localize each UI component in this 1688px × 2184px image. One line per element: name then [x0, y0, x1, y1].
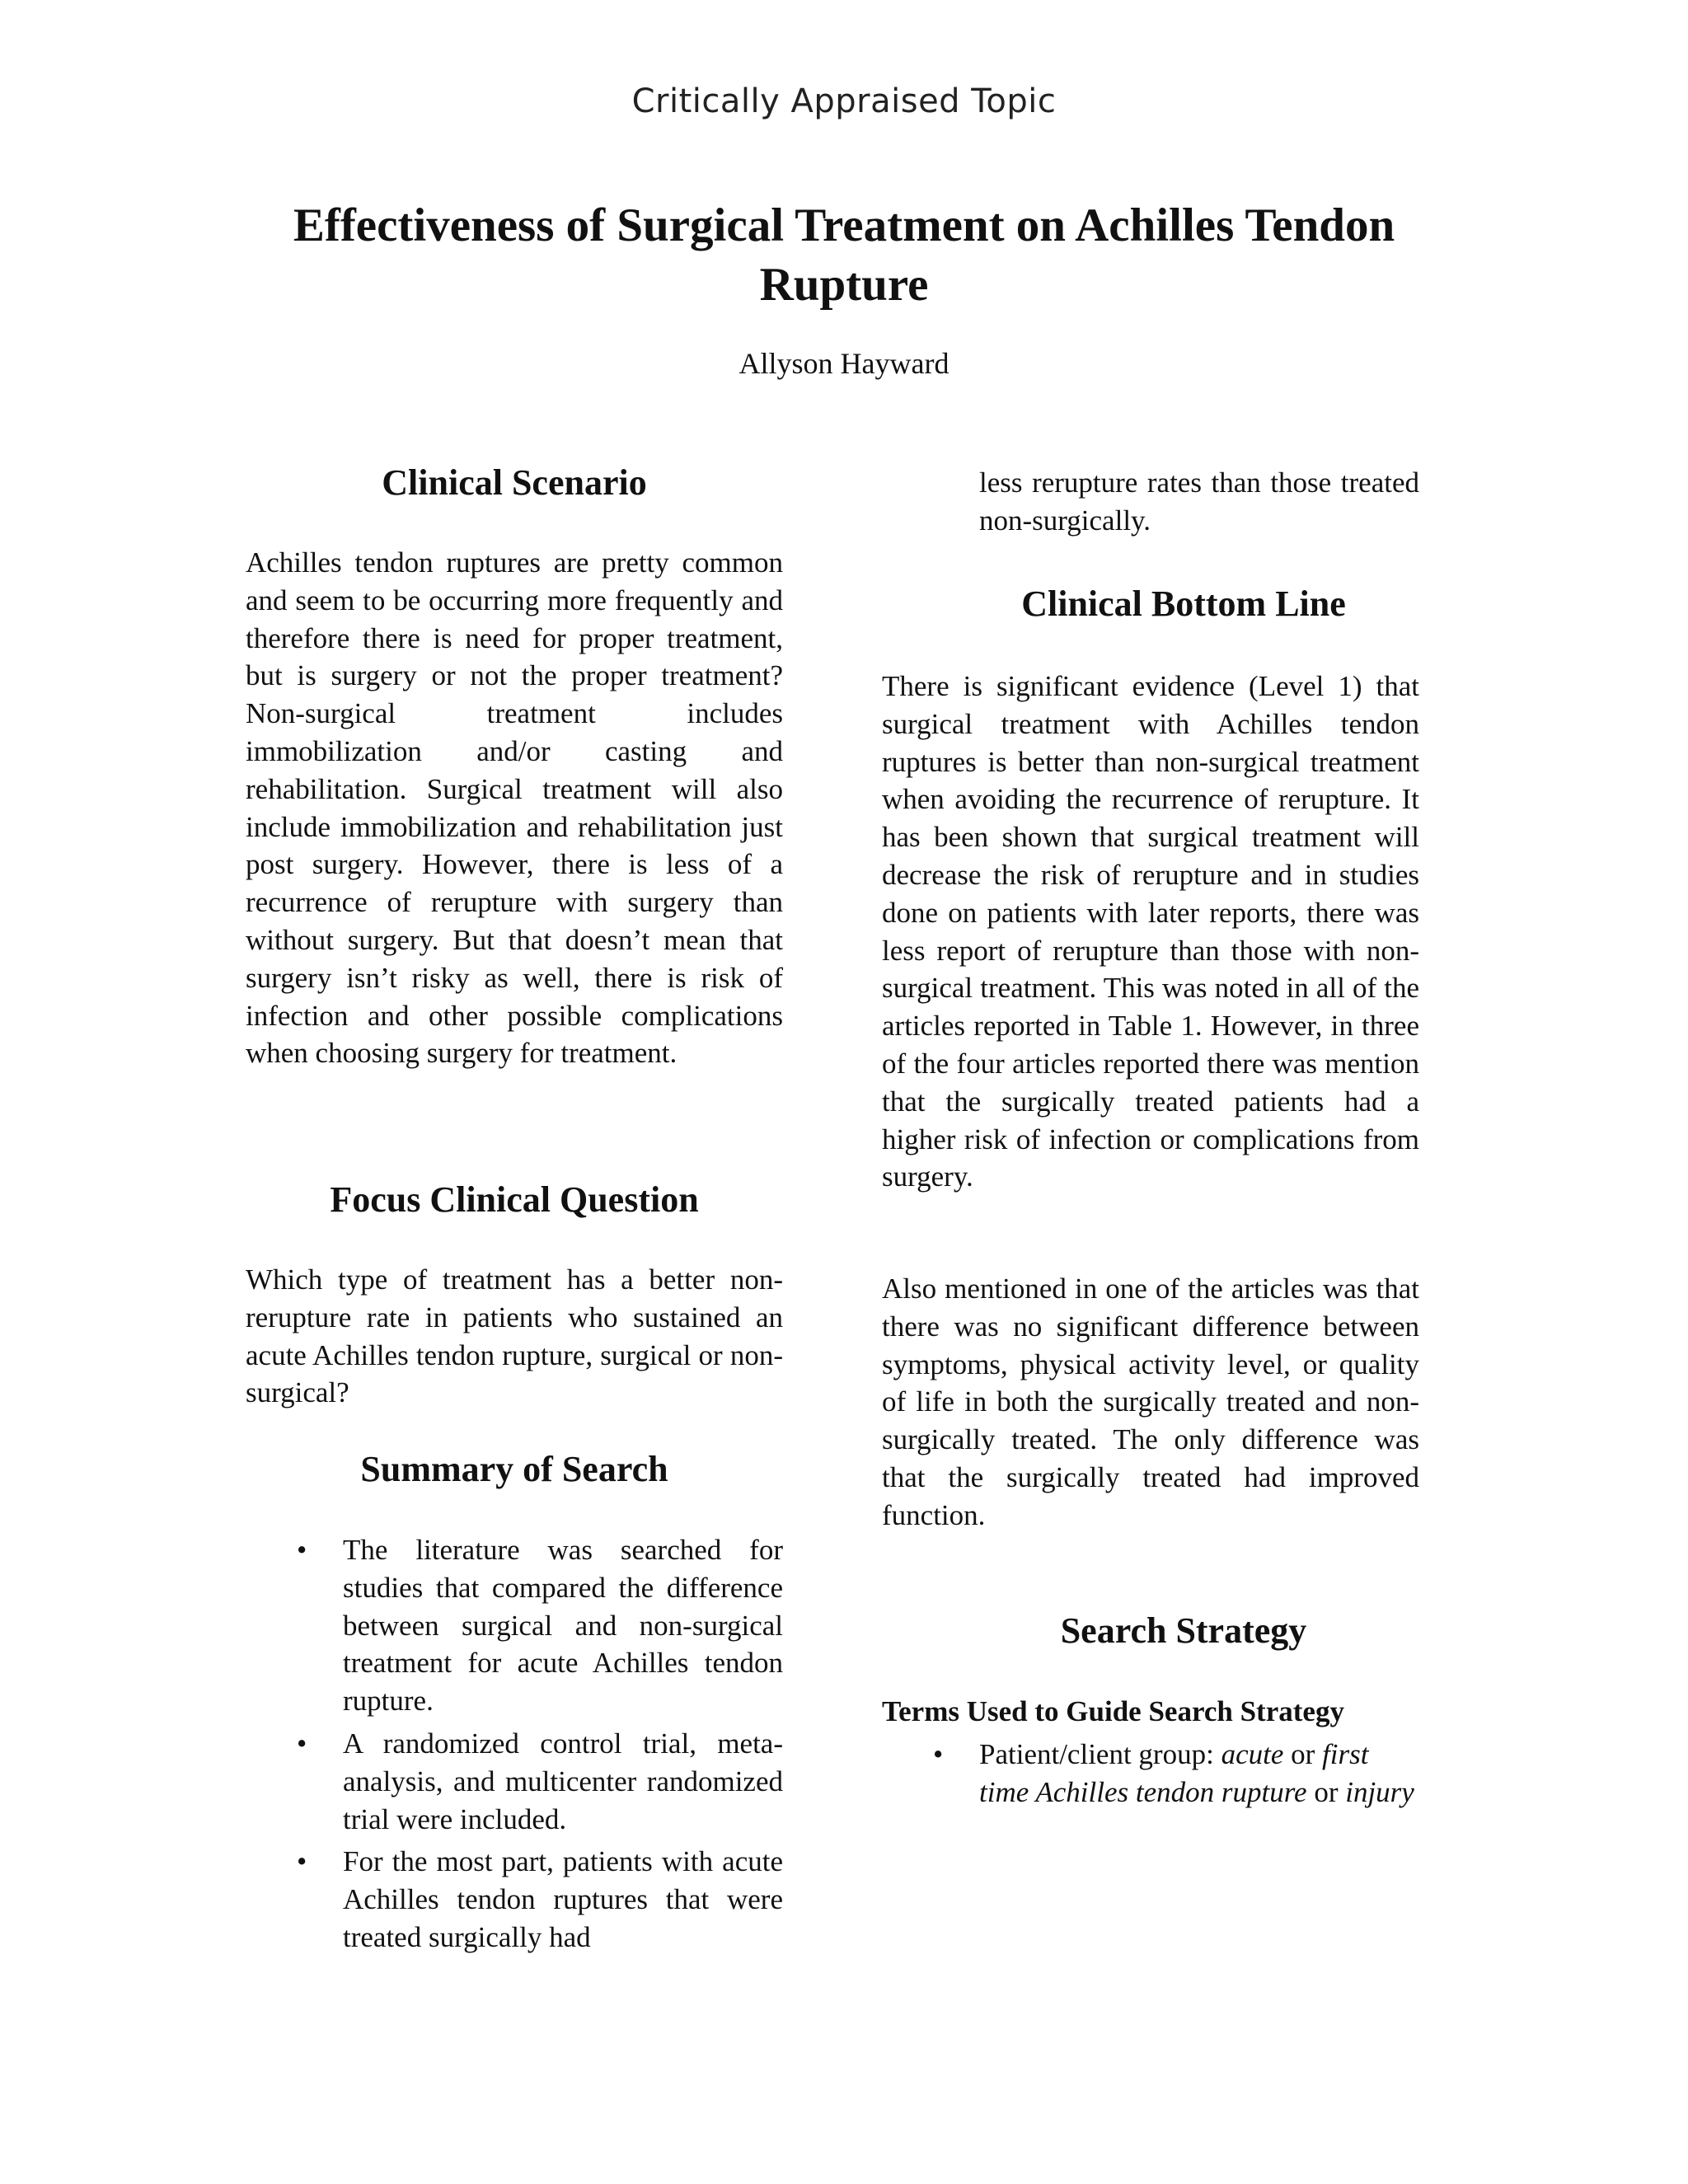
list-item-text: For the most part, patients with acute Achilles tendon ruptures that were treated surgically had	[343, 1845, 783, 1953]
search-terms-list	[882, 1736, 1419, 1816]
author-name: Allyson Hayward	[738, 347, 950, 380]
focus-question-text: Which type of treatment has a better non-rerupture rate in patients who sustained an acute Achilles tendon rupture, surgical or non-surgical?	[246, 1263, 783, 1409]
list-item	[246, 1843, 783, 1956]
clinical-scenario-heading: Clinical Scenario	[382, 462, 647, 503]
clinical-bottom-line-text-2: Also mentioned in one of the articles was that there was no significant difference between symptoms, physical activity level, or quality of life in both the surgically treated and non-surgically treated. The only difference was that the surgically treated had improved function.	[882, 1272, 1419, 1531]
list-item	[246, 1531, 783, 1720]
term-connector: or	[1306, 1775, 1346, 1808]
search-terms-heading: Terms Used to Guide Search Strategy	[882, 1695, 1344, 1727]
summary-list	[246, 1531, 783, 1961]
term-injury: injury	[1345, 1775, 1414, 1808]
term-connector: or	[1283, 1738, 1323, 1770]
list-item-text: The literature was searched for studies that compared the difference between surgical and non-surgical treatment for acute Achilles tendon rupture.	[343, 1534, 783, 1718]
bullet-icon: •	[297, 1727, 307, 1760]
continuation-text: less rerupture rates than those treated non-surgically.	[979, 466, 1419, 537]
bullet-icon: •	[933, 1738, 944, 1770]
clinical-bottom-line-heading: Clinical Bottom Line	[1021, 583, 1346, 624]
search-strategy-heading: Search Strategy	[1060, 1610, 1307, 1651]
summary-of-search-heading: Summary of Search	[360, 1449, 668, 1489]
bullet-icon: •	[297, 1534, 307, 1566]
term-first-time-rupture: first time Achilles tendon rupture	[979, 1738, 1369, 1808]
paper-title: Effectiveness of Surgical Treatment on Achilles Tendon Rupture	[293, 199, 1395, 311]
term-acute: acute	[1221, 1738, 1284, 1770]
term-label: Patient/client group:	[979, 1738, 1221, 1770]
running-head: Critically Appraised Topic	[631, 82, 1057, 120]
bullet-icon: •	[297, 1845, 307, 1878]
clinical-scenario-text: Achilles tendon ruptures are pretty common and seem to be occurring more frequently and therefore there is need for proper treatment, but is surgery or not the proper treatment? Non-surgical treatment includes immobilization and/or casting and rehabilitation. Surgical treatment will also include immobilization and rehabilitation just post surgery. However, there is less of a recurrence of rerupture with surgery than without surgery. But that doesn’t mean that surgery isn’t risky as well, there is risk of infection and other possible complications when choosing surgery for treatment.	[246, 546, 783, 1070]
focus-question-heading: Focus Clinical Question	[330, 1179, 699, 1220]
clinical-bottom-line-text: There is significant evidence (Level 1) that surgical treatment with Achilles tendon ruptures is better than non-surgical treatment when avoiding the recurrence of rerupture. It has been shown that surgical treatment will decrease the risk of rerupture and in studies done on patients with later reports, there was less report of rerupture than those with non-surgical treatment. This was noted in all of the articles reported in Table 1. However, in three of the four articles reported there was mention that the surgically treated patients had a higher risk of infection or complications from surgery.	[882, 670, 1419, 1193]
list-item	[246, 1725, 783, 1838]
list-item	[882, 1736, 1419, 1811]
list-item-text: A randomized control trial, meta-analysis, and multicenter randomized trial were included.	[343, 1727, 783, 1835]
